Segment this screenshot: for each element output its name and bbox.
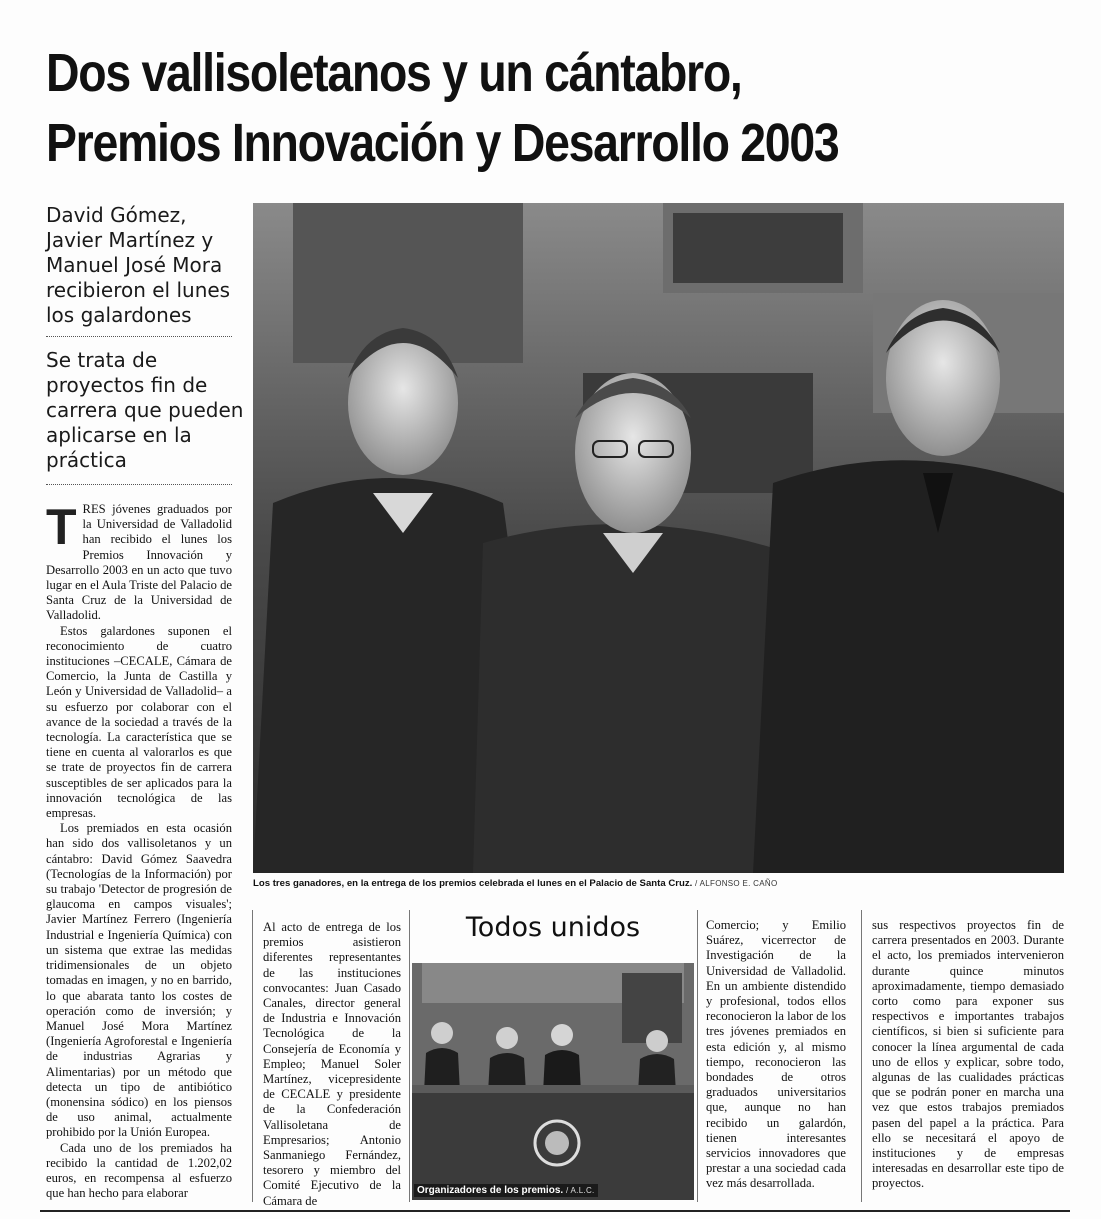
photo-illustration [253,203,1064,873]
organizers-illustration [412,963,694,1200]
column-divider [861,910,862,1202]
column-divider [697,910,698,1202]
lead-text: RES jóvenes graduados por la Universidad de Valladolid han recibido el lunes los Premios Innovación y Desarrollo 2003 en un acto que tuvo lugar en el Aula Triste del Palacio de Santa Cruz de la Universidad de Valladolid. [46,502,232,623]
article-paragraph: sus respectivos proyectos fin de carrera presentados en 2003. Durante el acto, los premiados intervenieron durante quince minutos aproximadamente, tiempo demasiado corto como para exponer sus respectivos e importantes trabajos científicos, si bien si suficiente para conocer la línea argumental de cada uno de ellos y explicar, sobre todo, algunas de las cualidades prácticas que se podrán poner en marcha una vez que estos trabajos premiados pasen del papel a la práctica. Para ello se necesitará el apoyo de instituciones y de empresas interesadas en desarrollar este tipo de proyectos. [872,918,1064,1191]
box-column-1: Al acto de entrega de los premios asistieron diferentes representantes de las instituciones convocantes: Juan Casado Canales, director general de Industria e Innovación Tecnológica de la Consejería de Economía y Empleo; Manuel Soler Martínez, vicepresidente de CECALE y presidente de la Confederación Vallisoletana de Empresarios; Antonio Sanmaniego Fernández, tesorero y miembro del Comité Ejecutivo de la Cámara de [263,920,401,1208]
column-divider [409,910,410,1202]
organizers-photo-credit: / A.L.C. [565,1186,595,1195]
headline-line-1: Dos vallisoletanos y un cántabro, [46,43,742,103]
article-paragraph: Cada uno de los premiados ha recibido la cantidad de 1.202,02 euros, en recompensa al esfuerzo que han hecho para elaborar [46,1140,232,1201]
photo-caption [253,877,1064,890]
headline [46,38,932,178]
headline-line-2: Premios Innovación y Desarrollo 2003 [46,113,839,173]
box-column-2: Comercio; y Emilio Suárez, vicerrector de Investigación de la Universidad de Valladolid. En un ambiente distendido y profesional, todos ellos reconocieron la labor de los tres jóvenes premiados en esta edición y, al mismo tiempo, reconocieron las bondades de otros graduados universitarios que, aunque no han recibido un galardón, tienen interesantes servicios innovadores que prestar a una sociedad cada vez más desarrollada. [706,918,846,1191]
bottom-rule [40,1210,1070,1212]
organizers-photo [412,963,694,1200]
article-paragraph: Estos galardones suponen el reconocimiento de cuatro instituciones –CECALE, Cámara de Comercio, la Junta de Castilla y León y Universidad de Valladolid– a su esfuerzo por colaborar con el avance de la sociedad a través de la tecnología. La característica que se tiene en cuenta al valorarlos es que se trate de proyectos fin de carrera susceptibles de ser aplicados para la innovación tecnológica de las empresas. [46,623,232,821]
drop-cap: T [46,499,77,555]
organizers-caption-text: Organizadores de los premios. [417,1185,564,1196]
lead-paragraph [46,499,232,624]
column-divider [252,910,253,1202]
organizers-caption [414,1184,598,1197]
subhead-divider [46,336,232,337]
photo-credit: / ALFONSO E. CAÑO [695,879,778,888]
subhead-divider [46,484,232,485]
article-paragraph: Los premiados en esta ocasión han sido dos vallisoletanos y un cántabro: David Gómez Saavedra (Tecnologías de la Información) por su trabajo 'Detector de progresión de glaucoma en campos visuales'; Javier Martínez Ferrero (Ingeniería Industrial e Ingeniería Química) con un sistema que extrae las medidas tridimensionales de un objeto tomadas en imagen, y no en barrido, lo que abarata tanto los costes de operación como de inversión; y Manuel José Mora Martínez (Ingeniería Agroforestal e Ingeniería de industrias Agrarias y Alimentarias) por un método que detecta un tipo de antibiótico (monensina sódico) en los piensos de uso animal, actualmente prohibido por la Unión Europea. [46,821,232,1140]
subheadline-winners: David Gómez, Javier Martínez y Manuel José Mora recibieron el lunes los galardones [46,203,231,327]
caption-text: Los tres ganadores, en la entrega de los premios celebrada el lunes en el Palacio de Santa Cruz. [253,878,693,889]
subheadline-projects: Se trata de proyectos fin de carrera que pueden aplicarse en la práctica [46,348,244,472]
main-photo-three-winners [253,203,1064,873]
box-title: Todos unidos [465,912,641,943]
article-column-end [872,918,1064,1192]
article-column-1 [46,499,232,1201]
